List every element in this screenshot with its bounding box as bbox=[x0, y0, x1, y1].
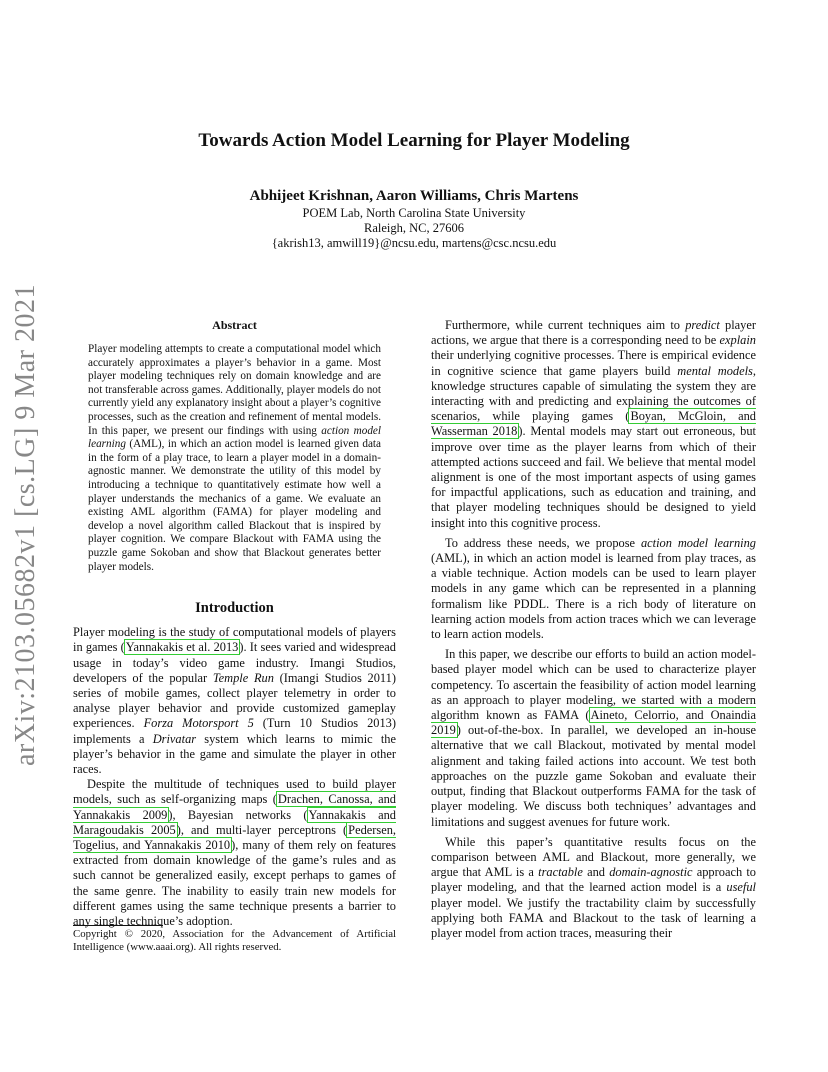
affiliation-lab: POEM Lab, North Carolina State University bbox=[302, 206, 526, 220]
text-span: Player modeling is the study of computational models of players in games ( bbox=[73, 625, 396, 655]
text-span: ) out-of-the-box. In parallel, we developed an in-house alternative that we call Blackout, motivated by mental model alignment and taking failed actions into account. We test both approaches on the puzzle game Sokoban and evaluate their output, finding that Blackout outperforms FAMA for the task of player modeling. We discuss both techniques’ advantages and limitations and suggest avenues for future work. bbox=[431, 723, 756, 829]
abstract-part-1: Player modeling attempts to create a computational model which accurately approximates a player’s behavior in a game. Most player modeling techniques rely on domain knowledge and are not transferable across games. Additionally, player models do not currently yield any explanatory insight about a player’s cognitive processes, such as the creation and refinement of mental models. In this paper, we present our findings with using bbox=[88, 343, 381, 437]
citation-link[interactable]: Pedersen, Togelius, and Yannakakis 2010 bbox=[73, 822, 396, 852]
text-span: and bbox=[582, 865, 610, 880]
citation-link[interactable]: Drachen, Canossa, and Yannakakis 2009 bbox=[73, 792, 396, 822]
text-span: ), many of them rely on features extracted from domain knowledge of the game’s rules and as such cannot be generalized easily, except perhaps to games of the same genre. The inability to easily train new models for different games using the same technique presents a barrier to any single technique’s adoption. bbox=[73, 837, 396, 928]
text-span: To address these needs, we propose bbox=[445, 535, 641, 550]
right-column bbox=[431, 318, 756, 941]
text-span: their underlying cognitive processes. There is empirical evidence in cognitive science that game players build bbox=[431, 348, 756, 378]
text-span: approach to player modeling, and that the learned action model is a bbox=[431, 865, 756, 895]
affiliation-block bbox=[73, 206, 755, 251]
text-span: system which learns to mimic the player’s behavior in the game and simulate the player in other races. bbox=[73, 731, 396, 776]
paper-title: Towards Action Model Learning for Player Modeling bbox=[198, 130, 630, 151]
emphasis-text: Drivatar bbox=[152, 731, 197, 746]
emphasis-text: mental models bbox=[677, 363, 753, 378]
intro-paragraph-2 bbox=[73, 777, 396, 929]
emphasis-text: useful bbox=[726, 880, 756, 895]
footnote-divider bbox=[73, 925, 163, 926]
emphasis-text: explain bbox=[719, 333, 756, 348]
text-span: , knowledge structures capable of simulating the system they are interacting with and predicting and explaining the outcomes of scenarios, while playing games ( bbox=[431, 363, 756, 424]
copyright-footnote: Copyright © 2020, Association for the Advancement of Artificial Intelligence (www.aaai.org). All rights reserved. bbox=[73, 928, 396, 953]
abstract-text bbox=[88, 343, 381, 574]
citation-link[interactable]: Yannakakis et al. 2013 bbox=[125, 640, 239, 655]
abstract-heading: Abstract bbox=[212, 318, 257, 332]
text-span: ), Bayesian networks ( bbox=[168, 807, 308, 822]
right-paragraph-3 bbox=[431, 647, 756, 829]
citation-link[interactable]: Yannakakis and Maragoudakis 2005 bbox=[73, 807, 396, 837]
intro-paragraph-1 bbox=[73, 625, 396, 777]
text-span: ), and multi-layer perceptrons ( bbox=[176, 822, 348, 837]
emphasis-text: predict bbox=[685, 318, 720, 332]
right-paragraph-4 bbox=[431, 835, 756, 941]
text-span: (AML), in which an action model is learned from play traces, as a viable technique. Action models can be used to learn player models in any game which can be represented in a planning formalism like PDDL. There is a rich body of literature on learning action models from action traces which we can leverage to learn action models. bbox=[431, 551, 756, 642]
right-paragraph-1 bbox=[431, 318, 756, 531]
arxiv-id: arXiv:2103.05682v1 [cs.LG] 9 Mar 2021 bbox=[10, 284, 42, 766]
abstract-emphasis: action model learning bbox=[88, 424, 381, 451]
text-span: Furthermore, while current techniques aim to bbox=[445, 318, 686, 332]
text-span: player actions, we argue that there is a corresponding need to be bbox=[431, 318, 757, 348]
emphasis-text: action model learning bbox=[640, 535, 757, 550]
text-span: ). Mental models may start out erroneous, but improve over time as the player learns from which of their attempted actions succeed and fail. We believe that mental model alignment is one of the most important aspects of using games for impactful applications, such as education and training, and that player modeling techniques should be designed to yield insight into this cognitive process. bbox=[431, 424, 756, 530]
right-paragraph-2 bbox=[431, 536, 756, 642]
emphasis-text: domain-agnostic bbox=[609, 865, 693, 880]
emphasis-text: Temple Run bbox=[212, 670, 274, 685]
abstract-part-2: (AML), in which an action model is learned given data in the form of a play trace, to learn a player model in a domain-agnostic manner. We demonstrate the utility of this model by introducing a technique to quantitatively estimate how well a player understands the mechanics of a game. We evaluate an existing AML algorithm (FAMA) for player modeling and develop a novel algorithm called Blackout that is inspired by player cognition. We compare Blackout with FAMA using the puzzle game Sokoban and show that Blackout generates better player models. bbox=[88, 438, 381, 573]
text-span: player model. We justify the tractability claim by successfully applying both FAMA and Blackout to the task of learning a player model from action traces, measuring their bbox=[431, 895, 756, 940]
text-span: (Turn 10 Studios 2013) implements a bbox=[73, 716, 396, 746]
text-span: Despite the multitude of techniques used to build player models, such as self-organizing maps ( bbox=[73, 777, 396, 807]
text-span: ). It sees varied and widespread usage in today’s video game industry. Imangi Studios, developers of the popular bbox=[73, 640, 397, 685]
introduction-heading: Introduction bbox=[195, 600, 274, 617]
arxiv-stamp bbox=[2, 284, 50, 766]
affiliation-city: Raleigh, NC, 27606 bbox=[364, 221, 464, 235]
citation-link[interactable]: Boyan, McGloin, and Wasserman 2018 bbox=[431, 409, 756, 439]
left-column bbox=[73, 318, 396, 929]
citation-link[interactable]: Aineto, Celorrio, and Onaindia 2019 bbox=[431, 708, 756, 738]
text-span: (Imangi Studios 2011) series of mobile games, collect player telemetry in order to analyse player behavior and provide customized gameplay experiences. bbox=[73, 670, 396, 731]
text-span: While this paper’s quantitative results focus on the comparison between AML and Blackout, more generally, we argue that AML is a bbox=[431, 834, 756, 880]
author-list: Abhijeet Krishnan, Aaron Williams, Chris Martens bbox=[249, 188, 579, 204]
emphasis-text: tractable bbox=[538, 865, 583, 880]
affiliation-emails: {akrish13, amwill19}@ncsu.edu, martens@csc.ncsu.edu bbox=[271, 236, 557, 250]
emphasis-text: Forza Motorsport 5 bbox=[143, 716, 254, 731]
text-span: In this paper, we describe our efforts to build an action model-based player model which can be used to characterize player competency. To ascertain the feasibility of action model learning as an approach to player modeling, we started with a modern algorithm known as FAMA ( bbox=[431, 647, 756, 723]
